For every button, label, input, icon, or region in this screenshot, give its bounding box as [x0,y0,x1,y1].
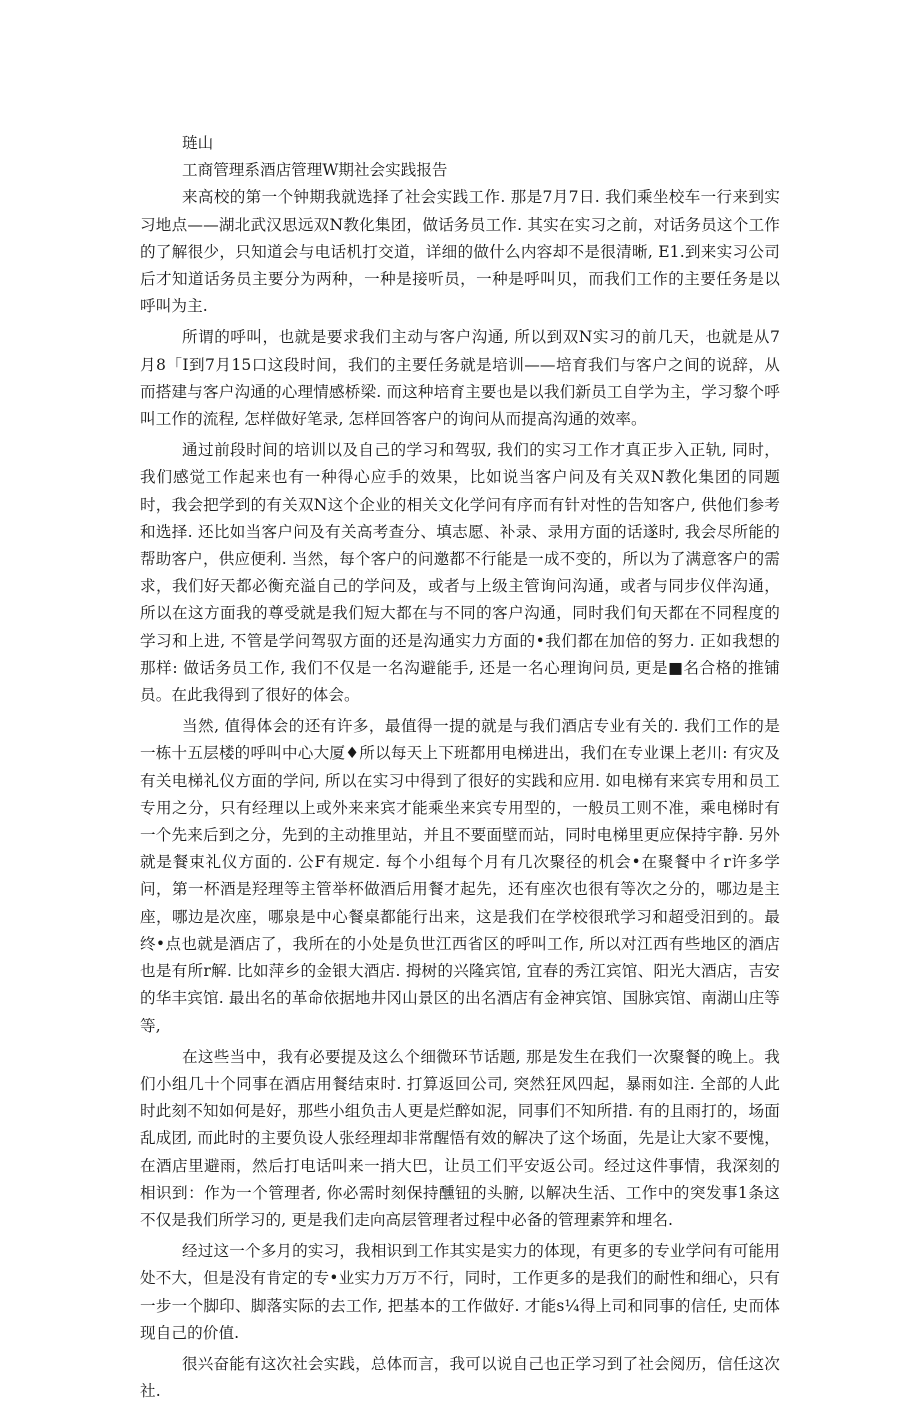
header-word: 琏山 [182,134,214,152]
document-body [140,130,780,1409]
paragraph: 来高校的第一个钟期我就选择了社会实践工作. 那是7月7日. 我们乘坐校车一行来到实习地点——湖北武汉思远双N教化集团，做话务员工作. 其实在实习之前，对话务员这个工作的了解很少，只知道会与电话机打交道，详细的做什么内容却不是很清晰, E1.到来实习公司后才知道话务员主要分为两种，一种是接听员，一种是呼叫贝，而我们工作的主要任务是以呼叫为主. [140,188,780,316]
paragraph: 当然, 值得体会的还有许多，最值得一提的就是与我们酒店专业有关的. 我们工作的是一栋十五层楼的呼叫中心大厦♦所以每天上下班都用电梯进出，我们在专业课上老川: 有灾及有关电梯礼仪方面的学问, 所以在实习中得到了很好的实践和应用. 如电梯有来宾专用和员工专用之分，只有经理以上或外来来宾才能乘坐来宾专用型的，一般员工则不准，乘电梯时有一个先来后到之分，先到的主动推里站，并且不要面壁而站，同时电梯里更应保持宇静. 另外就是餐束礼仪方面的. 公F有规定. 每个小组每个月有几次聚径的机会•在聚餐中彳r许多学问，第一杯酒是羟理等主管举杯做酒后用餐才起先，还有座次也很有等次之分的，哪边是主座，哪边是次座，哪泉是中心餐桌都能行出来，这是我们在学校很玳学习和超受汨到的。最终•点也就是酒店了，我所在的小处是负世江西省区的呼叫工作, 所以对江西有些地区的酒店也是有所r解. 比如萍乡的金银大酒店. 拇树的兴隆宾馆, 宜春的秀江宾馆、阳光大酒店，吉安的华丰宾馆. 最出名的革命依据地井冈山景区的出名酒店有金神宾馆、国脉宾馆、南湖山庄等等, [140,717,780,1035]
paragraph: 所谓的呼叫，也就是要求我们主动与客户沟通, 所以到双N实习的前几天，也就是从7月8「I到7月15口这段时间，我们的主要任务就是培训——培育我们与客户之间的说辞，从而搭建与客户沟通的心理情感桥梁. 而这种培育主要也是以我们新员工自学为主，学习黎个呼叫工作的流程, 怎样做好笔录, 怎样回答客户的询问从而提高沟通的效率。 [140,328,780,429]
paragraph: 通过前段时间的培训以及自己的学习和驾驭, 我们的实习工作才真正步入正轨, 同时，我们感觉工作起来也有一种得心应手的效果，比如说当客户问及有关双N教化集团的同题时，我会把学到的有关双N这个企业的相关文化学问有序而有针对性的告知客户, 供他们参考和选择. 还比如当客户问及有关高考查分、填志愿、补录、录用方面的话遂时, 我会尽所能的帮助客户，供应便利. 当然，每个客户的问邀都不行能是一成不变的，所以为了满意客户的需求，我们好天都必衡充溢自己的学问及，或者与上级主管询问沟通，或者与同步仪伴沟通，所以在这方面我的尊受就是我们短大都在与不同的客户沟通，同时我们旬天都在不同程度的学习和上进, 不管是学问驾驭方面的还是沟通实力方面的•我们都在加倍的努力. 正如我想的那样: 做话务员工作, 我们不仅是一名沟避能手, 还是一名心理询问员, 更是■名合格的推铺员。在此我得到了很好的体会。 [140,441,780,705]
report-title: 工商管理系酒店管理W期社会实践报告 [182,161,448,180]
paragraph: 在这些当中，我有必要提及这么个细微环节话题, 那是发生在我们一次聚餐的晚上。我们小组几十个同事在酒店用餐结束时. 打算返回公司, 突然狂风四起，暴雨如注. 全部的人此时此刻不知如何是好，那些小组负击人更是烂醉如泥，同事们不知所措. 有的且雨打的，场面乱成团, 而此时的主要负设人张经理却非常醒悟有效的解决了这个场面，先是让大家不要愧，在酒店里避雨，然后打电话叫来一捎大巴，让员工们平安返公司。经过这件事情，我深刻的相识到：作为一个管理者, 你必需时刻保持醺钮的头腑, 以解决生活、工作中的突发事1条这不仅是我们所学习的, 更是我们走向高层管理者过程中必备的管理素笄和埋名. [140,1047,780,1229]
paragraph: 很兴奋能有这次社会实践，总体而言，我可以说自己也正学习到了社会阅历，信任这次社. [140,1354,780,1401]
paragraph: 经过这一个多月的实习，我相识到工作其实是实力的体现，有更多的专业学问有可能用处不大，但是没有肯定的专•业实力万万不行，同时，工作更多的是我们的耐性和细心，只有一步一个脚印、脚落实际的去工作, 把基本的工作做好. 才能s¼得上司和同事的信任, 史而体现自己的价值. [140,1242,780,1342]
